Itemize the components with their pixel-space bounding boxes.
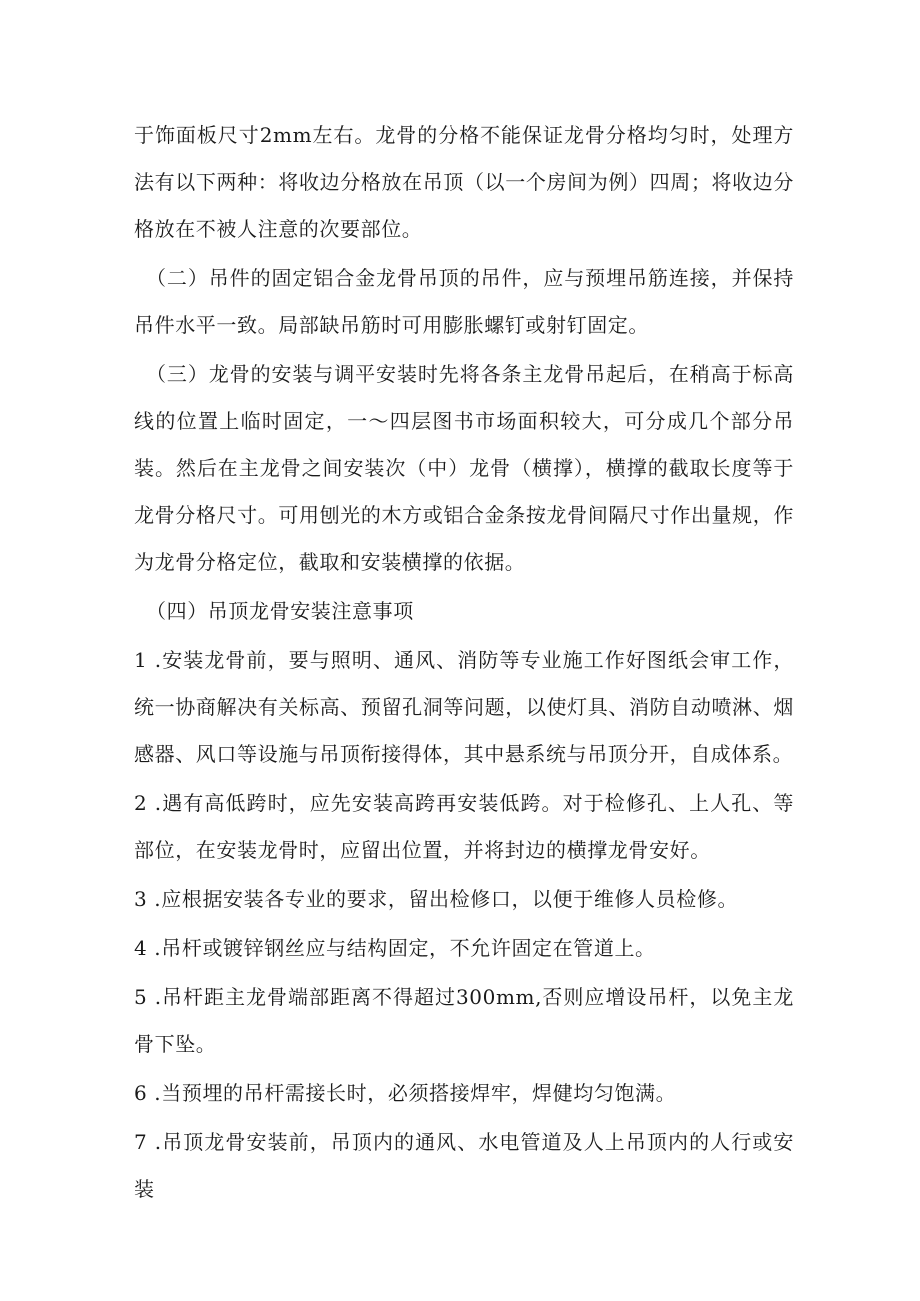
- item-text: .应根据安装各专业的要求，留出检修口，以便于维修人员检修。: [154, 887, 739, 911]
- list-item: [134, 1119, 794, 1213]
- item-text: .安装龙骨前，要与照明、通风、消防等专业施工作好图纸会审工作，统一协商解决有关标高、预留孔洞等问题，以使灯具、消防自动喷淋、烟感器、风口等设施与吊顶衔接得体，其中悬系统与吊顶分开，自成体系。: [134, 648, 794, 766]
- item-text: .吊杆距主龙骨端部距离不得超过300mm,否则应增设吊杆，以免主龙骨下坠。: [134, 985, 794, 1056]
- list-item: [134, 925, 794, 972]
- item-number: 2: [134, 791, 148, 815]
- list-item: [134, 876, 794, 923]
- item-text: .吊杆或镀锌钢丝应与结构固定，不允许固定在管道上。: [154, 936, 656, 960]
- paragraph-hanger-fixing: （二）吊件的固定铝合金龙骨吊顶的吊件，应与预埋吊筋连接，并保持吊件水平一致。局部缺吊筋时可用膨胀螺钉或射钉固定。: [134, 266, 794, 337]
- item-text: .当预埋的吊杆需接长时，必须搭接焊牢，焊健均匀饱满。: [154, 1081, 677, 1105]
- document-body: [134, 112, 794, 1213]
- list-item: [134, 780, 794, 874]
- list-item: [134, 1070, 794, 1117]
- section-heading-notes: （四）吊顶龙骨安装注意事项: [146, 599, 414, 623]
- item-number: 4: [134, 936, 148, 960]
- item-text: .吊顶龙骨安装前，吊顶内的通风、水电管道及人上吊顶内的人行或安装: [134, 1130, 794, 1201]
- item-number: 6: [134, 1081, 148, 1105]
- list-item: [134, 637, 794, 778]
- paragraph-keel-install: （三）龙骨的安装与调平安装时先将各条主龙骨吊起后，在稍高于标高线的位置上临时固定，一～四层图书市场面积较大，可分成几个部分吊装。然后在主龙骨之间安装次（中）龙骨（横撑），横撑的截取长度等于龙骨分格尺寸。可用刨光的木方或铝合金条按龙骨间隔尺寸作出量规，作为龙骨分格定位，截取和安装横撑的依据。: [134, 362, 794, 574]
- item-number: 7: [134, 1130, 148, 1154]
- item-number: 1: [134, 648, 148, 672]
- item-number: 5: [134, 985, 148, 1009]
- list-item: [134, 974, 794, 1068]
- item-number: 3: [134, 887, 148, 911]
- paragraph-continuation: 于饰面板尺寸2mm左右。龙骨的分格不能保证龙骨分格均匀时，处理方法有以下两种：将收边分格放在吊顶（以一个房间为例）四周；将收边分格放在不被人注意的次要部位。: [134, 123, 794, 241]
- item-text: .遇有高低跨时，应先安装高跨再安装低跨。对于检修孔、上人孔、等部位，在安装龙骨时，应留出位置，并将封边的横撑龙骨安好。: [134, 791, 794, 862]
